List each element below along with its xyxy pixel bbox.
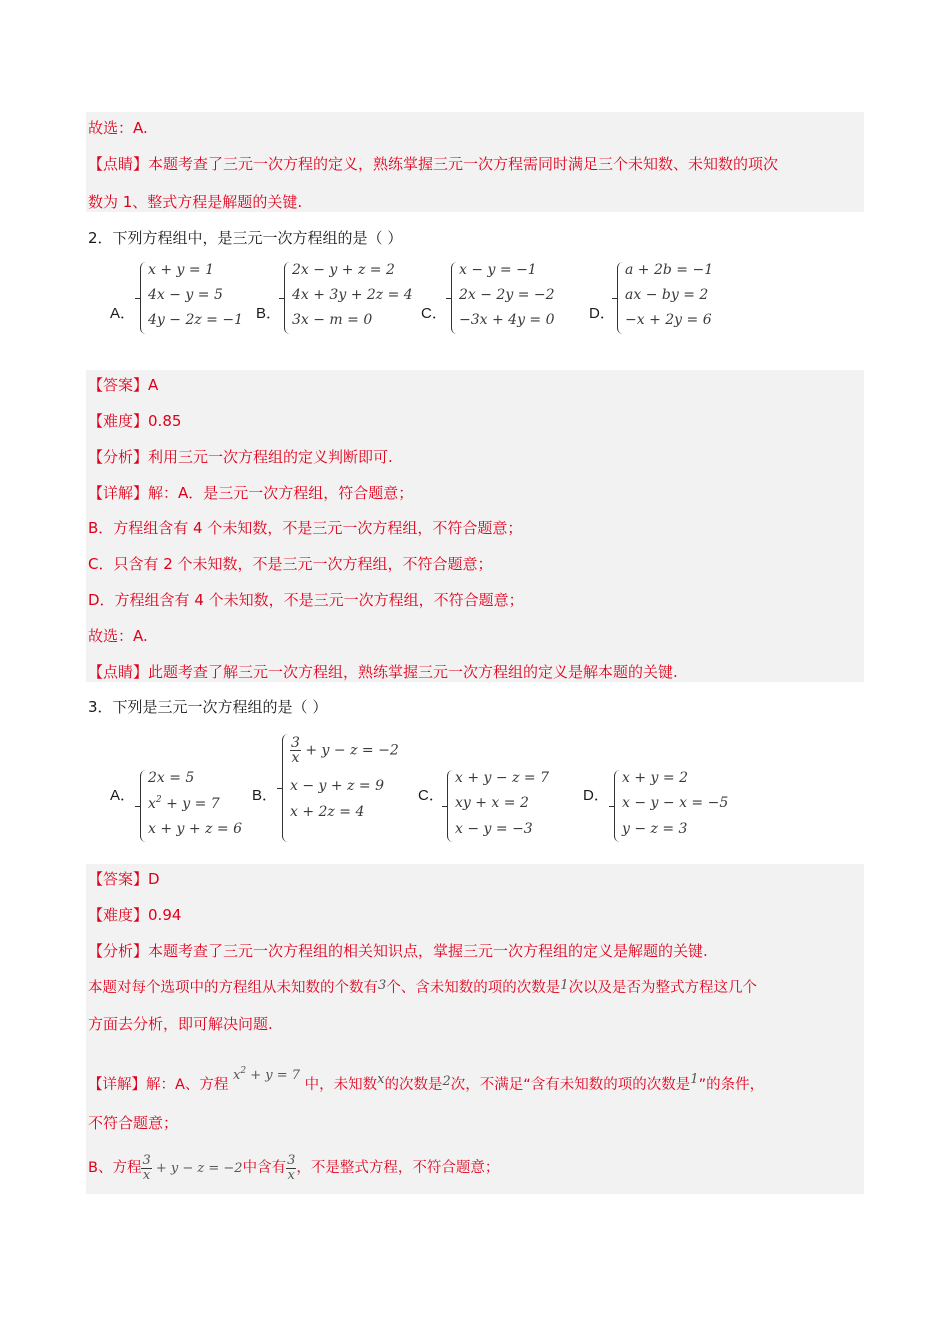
analysis-text: 本题考查了三元一次方程组的相关知识点，掌握三元一次方程组的定义是解题的关键. bbox=[148, 942, 708, 960]
brace bbox=[284, 262, 291, 334]
q3-analysis-line3: 方面去分析，即可解决问题. bbox=[88, 1015, 273, 1033]
q3-option-c-system bbox=[447, 770, 557, 842]
q2-option-d-label: D． bbox=[589, 305, 615, 322]
q2-option-c-system bbox=[451, 262, 581, 334]
equation: 2x = 5 bbox=[148, 770, 195, 786]
equation: y − z = 3 bbox=[622, 821, 688, 837]
q3-option-c-label: C． bbox=[418, 787, 444, 804]
q3-answer bbox=[88, 869, 160, 889]
q2-option-a-system bbox=[140, 262, 270, 334]
difficulty-value: 0.94 bbox=[148, 906, 182, 924]
dianjing-tag: 【点睛】 bbox=[88, 155, 149, 173]
q3-option-d-system bbox=[614, 770, 734, 842]
q2-analysis bbox=[88, 447, 393, 467]
q2-option-b-system bbox=[284, 262, 414, 334]
q2-option-a-label: A． bbox=[110, 305, 136, 322]
q2-difficulty bbox=[88, 411, 181, 431]
equation: ax − by = 2 bbox=[625, 287, 709, 303]
equation: 2x − 2y = −2 bbox=[459, 287, 555, 303]
equation: x + y − z = 7 bbox=[455, 770, 549, 786]
analysis-tag: 【分析】 bbox=[88, 942, 149, 960]
equation: 4y − 2z = −1 bbox=[148, 312, 243, 328]
q3-detail-b: B、方程 $\frac{3}{x}$ + y − z = −2中含有 $\frac{3}{x}$ ，不是整式方程，不符合题意； bbox=[88, 1152, 500, 1183]
equation: $\frac{3}{x}$ + y − z = −2 bbox=[291, 735, 399, 766]
difficulty-tag: 【难度】 bbox=[88, 412, 149, 430]
detail-text: 解：A．是三元一次方程组，符合题意； bbox=[148, 484, 414, 502]
q2-answer bbox=[88, 375, 158, 395]
q2-detail bbox=[88, 483, 413, 503]
q3-option-b-system bbox=[282, 734, 402, 842]
equation: 4x + 3y + 2z = 4 bbox=[292, 287, 413, 303]
brace bbox=[140, 262, 147, 334]
q3-detail-line2: 不符合题意； bbox=[88, 1114, 179, 1132]
equation: x + y = 1 bbox=[148, 262, 214, 278]
difficulty-tag: 【难度】 bbox=[88, 906, 149, 924]
equation: x + y = 2 bbox=[622, 770, 688, 786]
q3-option-a-system bbox=[140, 770, 250, 842]
q2-stem: 2．下列方程组中，是三元一次方程组的是（ ） bbox=[88, 229, 403, 247]
brace bbox=[447, 770, 454, 842]
brace bbox=[614, 770, 621, 842]
answer-tag: 【答案】 bbox=[88, 870, 149, 888]
q2-detail-c: C．只含有 2 个未知数，不是三元一次方程组，不符合题意； bbox=[88, 555, 493, 573]
equation: x + 2z = 4 bbox=[290, 804, 365, 820]
brace bbox=[140, 770, 147, 842]
brace bbox=[282, 734, 289, 842]
q3-stem: 3．下列是三元一次方程组的是（ ） bbox=[88, 698, 328, 716]
equation: x − y + z = 9 bbox=[290, 778, 384, 794]
q3-analysis bbox=[88, 941, 708, 961]
equation: −3x + 4y = 0 bbox=[459, 312, 555, 328]
answer-tag: 【答案】 bbox=[88, 376, 149, 394]
q3-difficulty bbox=[88, 905, 181, 925]
q1-conclusion: 故选：A. bbox=[88, 119, 148, 137]
difficulty-value: 0.85 bbox=[148, 412, 182, 430]
fraction: $\frac{3}{x}$ bbox=[287, 1152, 296, 1183]
brace bbox=[451, 262, 458, 334]
dianjing-text: 此题考查了解三元一次方程组，熟练掌握三元一次方程组的定义是解本题的关键. bbox=[148, 663, 678, 681]
equation: 4x − y = 5 bbox=[148, 287, 223, 303]
q3-detail: 【详解】解：A、方程 $x^2 + y = 7$ 中，未知数x的次数是2次，不满足“含有未知数的项的次数是1”的条件， bbox=[88, 1066, 765, 1093]
equation: xy + x = 2 bbox=[455, 795, 529, 811]
equation: 3x − m = 0 bbox=[292, 312, 373, 328]
brace bbox=[617, 262, 624, 334]
q2-option-b-label: B． bbox=[256, 305, 282, 322]
q3-option-a-label: A． bbox=[110, 787, 136, 804]
answer-value: A bbox=[148, 376, 159, 394]
equation: a + 2b = −1 bbox=[625, 262, 714, 278]
q3-option-d-label: D． bbox=[583, 787, 609, 804]
q2-option-d-system bbox=[617, 262, 747, 334]
analysis-text: 利用三元一次方程组的定义判断即可. bbox=[148, 448, 393, 466]
equation: x + y + z = 6 bbox=[148, 821, 242, 837]
equation: −x + 2y = 6 bbox=[625, 312, 712, 328]
equation: 2x − y + z = 2 bbox=[292, 262, 395, 278]
equation: x − y = −3 bbox=[455, 821, 533, 837]
q2-dianjing bbox=[88, 662, 678, 682]
dianjing-tag: 【点睛】 bbox=[88, 663, 149, 681]
detail-tag: 【详解】 bbox=[88, 1077, 146, 1093]
q3-option-b-label: B． bbox=[252, 787, 278, 804]
q1-dianjing-line2: 数为 1、整式方程是解题的关键. bbox=[88, 193, 303, 211]
q1-dianjing-line1 bbox=[88, 154, 778, 174]
analysis-tag: 【分析】 bbox=[88, 448, 149, 466]
q3-analysis-line2: 本题对每个选项中的方程组从未知数的个数有3个、含未知数的项的次数是1次以及是否为整式方程这几个 bbox=[88, 978, 758, 996]
q2-detail-b: B．方程组含有 4 个未知数，不是三元一次方程组，不符合题意； bbox=[88, 519, 523, 537]
q2-conclusion: 故选：A. bbox=[88, 627, 148, 645]
inline-equation: $x^2 + y = 7$ bbox=[233, 1066, 301, 1083]
equation: x − y = −1 bbox=[459, 262, 537, 278]
equation: $x^2 + y = 7$ bbox=[148, 795, 220, 812]
detail-tag: 【详解】 bbox=[88, 484, 149, 502]
dianjing-text: 本题考查了三元一次方程的定义，熟练掌握三元一次方程需同时满足三个未知数、未知数的项次 bbox=[148, 155, 779, 173]
fraction: $\frac{3}{x}$ bbox=[142, 1152, 151, 1183]
answer-value: D bbox=[148, 870, 160, 888]
q2-detail-d: D．方程组含有 4 个未知数，不是三元一次方程组，不符合题意； bbox=[88, 591, 524, 609]
equation: x − y − x = −5 bbox=[622, 795, 729, 811]
q2-option-c-label: C． bbox=[421, 305, 447, 322]
